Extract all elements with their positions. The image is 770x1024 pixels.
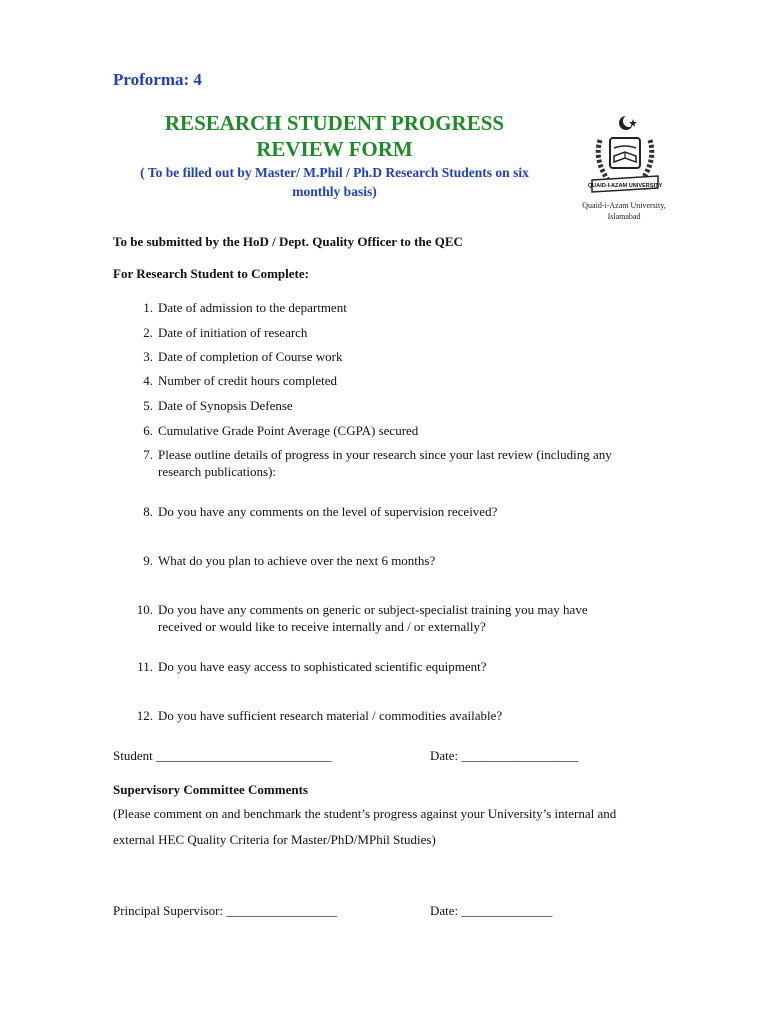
question-number: 10. [136, 602, 153, 617]
question-item [113, 601, 653, 635]
university-logo [586, 114, 664, 203]
question-number: 2. [143, 325, 153, 340]
question-item [113, 422, 653, 439]
supervisor-date-line[interactable]: Date: ______________ [430, 903, 553, 918]
question-number: 1. [143, 300, 153, 315]
supervisory-heading: Supervisory Committee Comments [113, 782, 308, 797]
form-title-line2: REVIEW FORM [256, 137, 413, 161]
student-date-line[interactable]: Date: __________________ [430, 748, 579, 763]
question-text: Date of initiation of research [158, 325, 308, 340]
form-subtitle-line2: monthly basis) [292, 184, 377, 199]
question-text: Do you have easy access to sophisticated scientific equipment? [158, 659, 487, 674]
question-item [113, 372, 653, 389]
logo-caption-line2: Islamabad [607, 212, 641, 221]
question-text: Do you have any comments on generic or subject-specialist training you may have received or would like to receive internally and / or externally? [158, 602, 588, 634]
question-text: Do you have sufficient research material / commodities available? [158, 708, 503, 723]
question-text: Date of Synopsis Defense [158, 398, 293, 413]
question-number: 4. [143, 373, 153, 388]
question-text: Date of admission to the department [158, 300, 347, 315]
logo-caption [572, 200, 676, 222]
question-text: Please outline details of progress in your research since your last review (including any research publications): [158, 447, 612, 479]
question-item [113, 446, 653, 480]
question-number: 11. [137, 659, 153, 674]
supervisor-signature-line[interactable]: Principal Supervisor: _________________ [113, 903, 337, 918]
supervisory-instructions-line1: (Please comment on and benchmark the student’s progress against your University’s internal and [113, 806, 617, 821]
question-item [113, 658, 653, 675]
question-text: What do you plan to achieve over the next 6 months? [158, 553, 436, 568]
supervisory-instructions-line2: external HEC Quality Criteria for Master/PhD/MPhil Studies) [113, 832, 436, 847]
proforma-label: Proforma: 4 [113, 70, 202, 89]
question-text: Cumulative Grade Point Average (CGPA) secured [158, 423, 419, 438]
form-subtitle-line1: ( To be filled out by Master/ M.Phil / Ph.D Research Students on six [140, 165, 529, 180]
question-text: Number of credit hours completed [158, 373, 338, 388]
question-item [113, 348, 653, 365]
question-item [113, 707, 653, 724]
question-number: 8. [143, 504, 153, 519]
question-item [113, 397, 653, 414]
question-number: 6. [143, 423, 153, 438]
question-item [113, 503, 653, 520]
form-subtitle [113, 163, 556, 201]
section-heading-student: For Research Student to Complete: [113, 266, 309, 281]
question-item [113, 552, 653, 569]
logo-banner-text: QUAID-I-AZAM UNIVERSITY [587, 183, 663, 189]
question-number: 12. [136, 708, 153, 723]
question-number: 3. [143, 349, 153, 364]
question-number: 9. [143, 553, 153, 568]
student-signature-line[interactable]: Student ___________________________ [113, 748, 332, 763]
form-title-line1: RESEARCH STUDENT PROGRESS [164, 111, 505, 135]
question-number: 7. [143, 447, 153, 462]
submit-note: To be submitted by the HoD / Dept. Quality Officer to the QEC [113, 234, 463, 249]
question-text: Do you have any comments on the level of supervision received? [158, 504, 498, 519]
question-text: Date of completion of Course work [158, 349, 343, 364]
question-item [113, 299, 653, 316]
university-emblem-icon [586, 114, 664, 198]
question-number: 5. [143, 398, 153, 413]
logo-caption-line1: Quaid-i-Azam University, [582, 201, 666, 210]
question-item [113, 324, 653, 341]
